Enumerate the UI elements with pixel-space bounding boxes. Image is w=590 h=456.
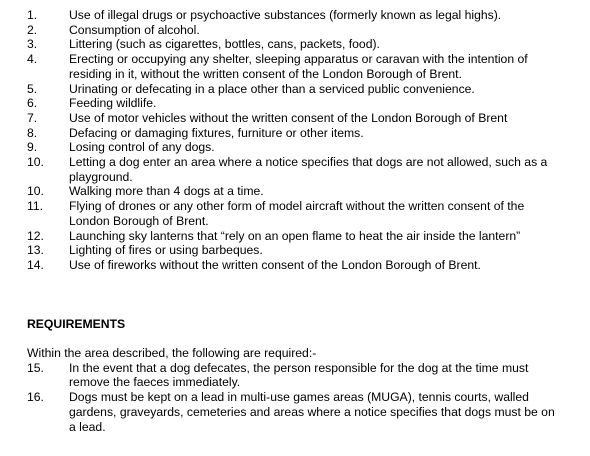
item-number: 11. <box>27 199 44 214</box>
item-text: Defacing or damaging fixtures, furniture or other items. <box>69 125 364 140</box>
item-number: 16. <box>27 390 44 405</box>
requirements-list <box>0 361 590 435</box>
item-text: Feeding wildlife. <box>69 96 157 111</box>
list-item <box>0 111 590 126</box>
document-body <box>0 8 590 434</box>
list-item <box>0 258 590 273</box>
item-number: 5. <box>27 81 38 96</box>
list-item <box>0 23 590 38</box>
item-text: Consumption of alcohol. <box>69 22 200 37</box>
item-number: 4. <box>27 52 38 67</box>
list-item <box>0 126 590 141</box>
item-text: Losing control of any dogs. <box>69 140 215 155</box>
item-number: 15. <box>27 360 44 375</box>
prohibitions-list <box>0 8 590 273</box>
section-gap <box>0 273 590 317</box>
item-text: Use of motor vehicles without the written consent of the London Borough of Brent <box>69 110 508 125</box>
item-text: Urinating or defecating in a place other than a serviced public convenience. <box>69 81 475 96</box>
item-text: In the event that a dog defecates, the person responsible for the dog at the time must remove the faeces immediately. <box>69 360 529 390</box>
list-item <box>0 243 590 258</box>
list-item <box>0 8 590 23</box>
requirements-heading: REQUIREMENTS <box>27 316 126 331</box>
item-number: 10. <box>27 155 44 170</box>
item-number: 7. <box>27 110 38 125</box>
item-number: 3. <box>27 37 38 52</box>
list-item <box>0 140 590 155</box>
item-text: Dogs must be kept on a lead in multi-use games areas (MUGA), tennis courts, walled gardens, graveyards, cemeteries and areas where a notice specifies that dogs must be on a lead. <box>69 390 555 434</box>
list-item <box>0 199 590 228</box>
list-item <box>0 229 590 244</box>
list-item <box>0 52 590 81</box>
list-item <box>0 96 590 111</box>
item-text: Launching sky lanterns that “rely on an open flame to heat the air inside the lantern” <box>69 228 521 243</box>
item-text: Use of fireworks without the written consent of the London Borough of Brent. <box>69 257 481 272</box>
item-text: Littering (such as cigarettes, bottles, cans, packets, food). <box>69 37 380 52</box>
item-text: Erecting or occupying any shelter, sleeping apparatus or caravan with the intention of residing in it, without the written consent of the London Borough of Brent. <box>69 52 528 81</box>
list-item <box>0 184 590 199</box>
list-item <box>0 37 590 52</box>
item-text: Letting a dog enter an area where a notice specifies that dogs are not allowed, such as a playground. <box>69 155 548 184</box>
list-item <box>0 82 590 97</box>
list-item <box>0 155 590 184</box>
item-number: 10. <box>27 184 44 199</box>
item-number: 13. <box>27 243 44 258</box>
requirements-intro: Within the area described, the following are required:- <box>27 346 317 361</box>
item-number: 1. <box>27 8 38 22</box>
item-number: 14. <box>27 257 44 272</box>
heading-gap <box>0 331 590 346</box>
item-text: Flying of drones or any other form of model aircraft without the written consent of the London Borough of Brent. <box>69 199 525 228</box>
item-number: 6. <box>27 96 38 111</box>
item-number: 12. <box>27 228 44 243</box>
item-text: Walking more than 4 dogs at a time. <box>69 184 264 199</box>
list-item <box>0 390 590 434</box>
item-text: Use of illegal drugs or psychoactive substances (formerly known as legal highs). <box>69 8 502 22</box>
item-number: 2. <box>27 22 38 37</box>
item-number: 9. <box>27 140 38 155</box>
list-item <box>0 361 590 390</box>
item-number: 8. <box>27 125 38 140</box>
item-text: Lighting of fires or using barbeques. <box>69 243 263 258</box>
